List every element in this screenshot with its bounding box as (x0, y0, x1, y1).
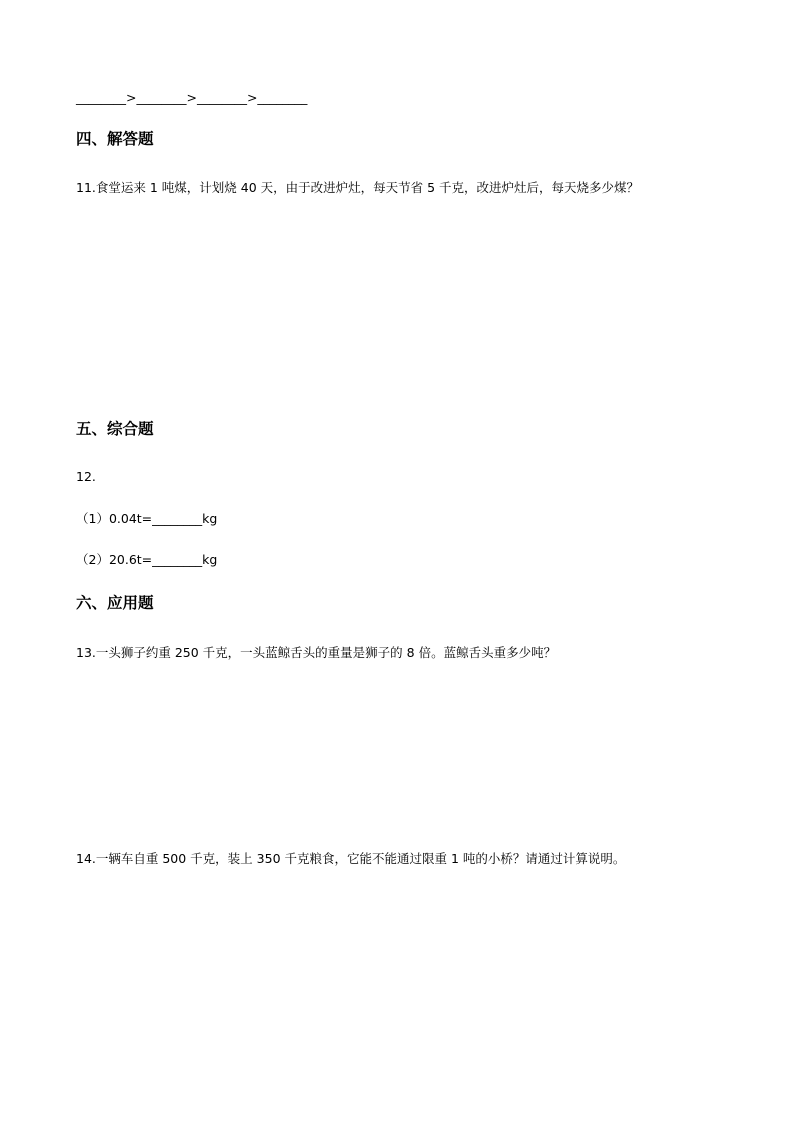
comparison-blank-line: ________>________>________>________ (76, 90, 308, 105)
question-12: 12. (76, 469, 96, 484)
question-12-part-2: （2）20.6t=________kg (76, 552, 218, 567)
question-11: 11.食堂运来 1 吨煤，计划烧 40 天，由于改进炉灶，每天节省 5 千克，改进炉灶后，每天烧多少煤？ (76, 180, 640, 195)
section-heading-solve: 四、解答题 (76, 130, 154, 148)
section-heading-comprehensive: 五、综合题 (76, 420, 154, 438)
question-14: 14.一辆车自重 500 千克，装上 350 千克粮食，它能不能通过限重 1 吨的小桥？请通过计算说明。 (76, 851, 626, 866)
question-13: 13.一头狮子约重 250 千克，一头蓝鲸舌头的重量是狮子的 8 倍。蓝鲸舌头重多少吨？ (76, 645, 557, 660)
question-12-part-1: （1）0.04t=________kg (76, 511, 218, 526)
section-heading-application: 六、应用题 (76, 594, 154, 612)
